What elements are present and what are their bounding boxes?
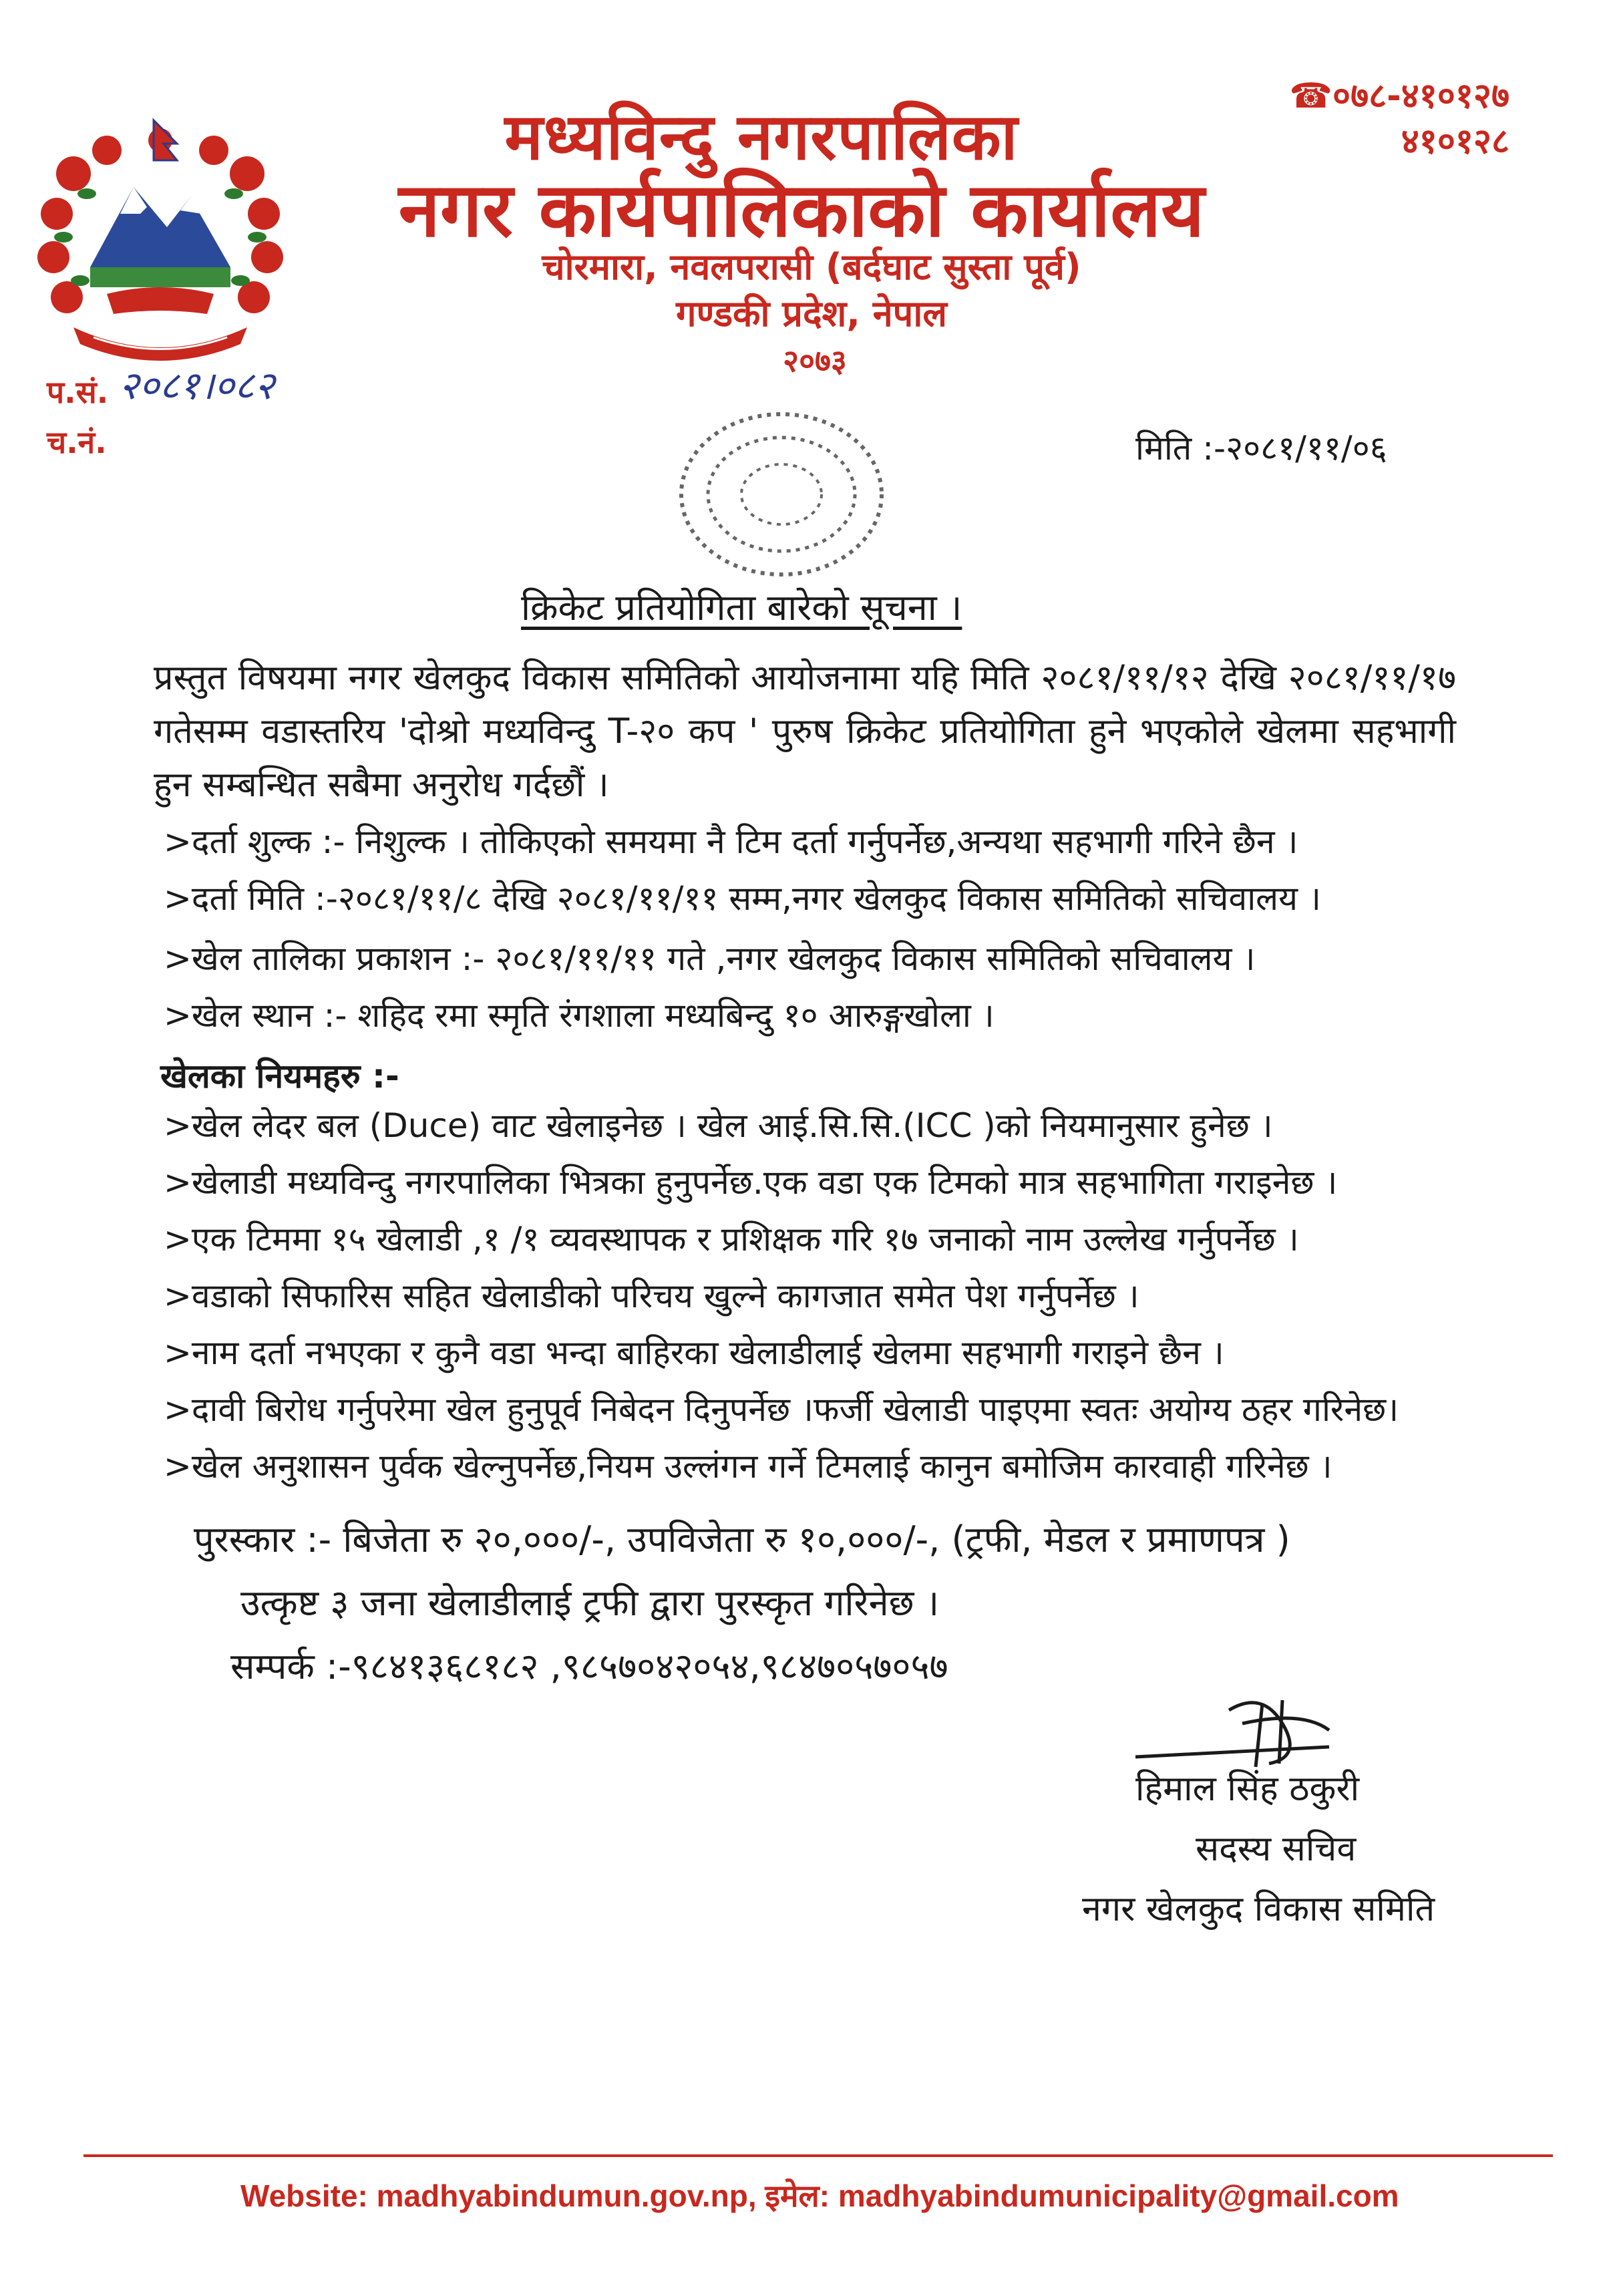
phone-block (1256, 73, 1509, 164)
rule-item: >दावी बिरोध गर्नुपरेमा खेल हुनुपूर्व निबेदन दिनुपर्नेछ ।फर्जी खेलाडी पाइएमा स्वतः अयोग्य ठहर गरिनेछ। (164, 1390, 1399, 1429)
notice-subject: क्रिकेट प्रतियोगिता बारेको सूचना । (521, 587, 962, 629)
list-item: >खेल तालिका प्रकाशन :- २०८१/११/११ गते ,नगर खेलकुद विकास समितिको सचिवालय । (164, 939, 1256, 978)
phone-number-1: ☎०७८-४१०१२७ (1289, 76, 1509, 116)
rule-item: >खेलाडी मध्यविन्दु नगरपालिका भित्रका हुनुपर्नेछ.एक वडा एक टिमको मात्र सहभागिता गराइनेछ । (164, 1163, 1338, 1202)
best-player-prize: उत्कृष्ट ३ जना खेलाडीलाई ट्रफी द्वारा पुरस्कृत गरिनेछ । (240, 1582, 940, 1624)
footer-divider (83, 2154, 1553, 2157)
footer-contact: Website: madhyabindumun.gov.np, इमेल: madhyabindumunicipality@gmail.com (240, 2178, 1399, 2213)
established-year: २०७३ (783, 343, 847, 379)
reference-ps-value: २०८१।०८२ (119, 363, 275, 408)
reference-ps-label: प.सं. (47, 374, 109, 410)
signatory-title: सदस्य सचिव (1196, 1829, 1357, 1869)
rule-item: >एक टिममा १५ खेलाडी ,१ /१ व्यवस्थापक र प्रशिक्षक गरि १७ जनाको नाम उल्लेख गर्नुपर्नेछ । (164, 1220, 1299, 1259)
office-address: चोरमारा, नवलपरासी (बर्दघाट सुस्ता पूर्व) (542, 246, 1081, 288)
rule-item: >नाम दर्ता नभएका र कुनै वडा भन्दा बाहिरका खेलाडीलाई खेलमा सहभागी गराइने छैन । (164, 1333, 1224, 1372)
rule-item: >वडाको सिफारिस सहित खेलाडीको परिचय खुल्ने कागजात समेत पेश गर्नुपर्नेछ । (164, 1277, 1139, 1315)
contact-numbers: सम्पर्क :-९८४१३६८१८२ ,९८५७०४२०५४,९८४७०५७०५७ (230, 1645, 948, 1687)
list-item: >दर्ता शुल्क :- निशुल्क । तोकिएको समयमा नै टिम दर्ता गर्नुपर्नेछ,अन्यथा सहभागी गरिने छैन । (164, 822, 1298, 861)
notice-intro: प्रस्तुत विषयमा नगर खेलकुद विकास समितिको आयोजनामा यहि मिति २०८१/११/१२ देखि २०८१/११/१७ गतेसम्म वडास्तरिय 'दोश्रो मध्यविन्दु T-२० कप ' पुरुष क्रिकेट प्रतियोगिता हुने भएकोले खेलमा सहभागी हुन सम्बन्धित सबैमा अनुरोध गर्दछौं । (154, 658, 1456, 805)
rules-heading: खेलका नियमहरु :- (160, 1057, 399, 1096)
list-item: >दर्ता मिति :-२०८१/११/८ देखि २०८१/११/११ सम्म,नगर खेलकुद विकास समितिको सचिवालय । (164, 879, 1321, 918)
office-name: नगर कार्यपालिकाको कार्यालय (398, 167, 1205, 254)
rule-item: >खेल अनुशासन पुर्वक खेल्नुपर्नेछ,नियम उल्लंगन गर्ने टिमलाई कानुन बमोजिम कारवाही गरिनेछ । (164, 1447, 1332, 1486)
signatory-organization: नगर खेलकुद विकास समिति (1082, 1889, 1435, 1929)
phone-number-2: ४१०१२८ (1401, 122, 1509, 162)
notice-date: मिति :-२०८१/११/०६ (1135, 429, 1387, 468)
signature (1129, 1683, 1409, 1770)
reference-cn-label: च.नं. (47, 424, 107, 460)
office-stamp (668, 394, 895, 588)
list-item: >खेल स्थान :- शहिद रमा स्मृति रंगशाला मध्यबिन्दु १० आरुङ्गखोला । (164, 996, 995, 1035)
rule-item: >खेल लेदर बल (Duce) वाट खेलाइनेछ । खेल आई.सि.सि.(ICC )को नियमानुसार हुनेछ । (164, 1106, 1273, 1145)
office-province: गण्डकी प्रदेश, नेपाल (676, 293, 947, 335)
signatory-name: हिमाल सिंह ठकुरी (1135, 1769, 1360, 1809)
nepal-emblem-logo (27, 114, 294, 367)
municipality-name: मध्यविन्दु नगरपालिका (504, 100, 1019, 174)
prize-info: पुरस्कार :- बिजेता रु २०,०००/-, उपविजेता रु १०,०००/-, (ट्रफी, मेडल र प्रमाणपत्र ) (194, 1518, 1290, 1561)
